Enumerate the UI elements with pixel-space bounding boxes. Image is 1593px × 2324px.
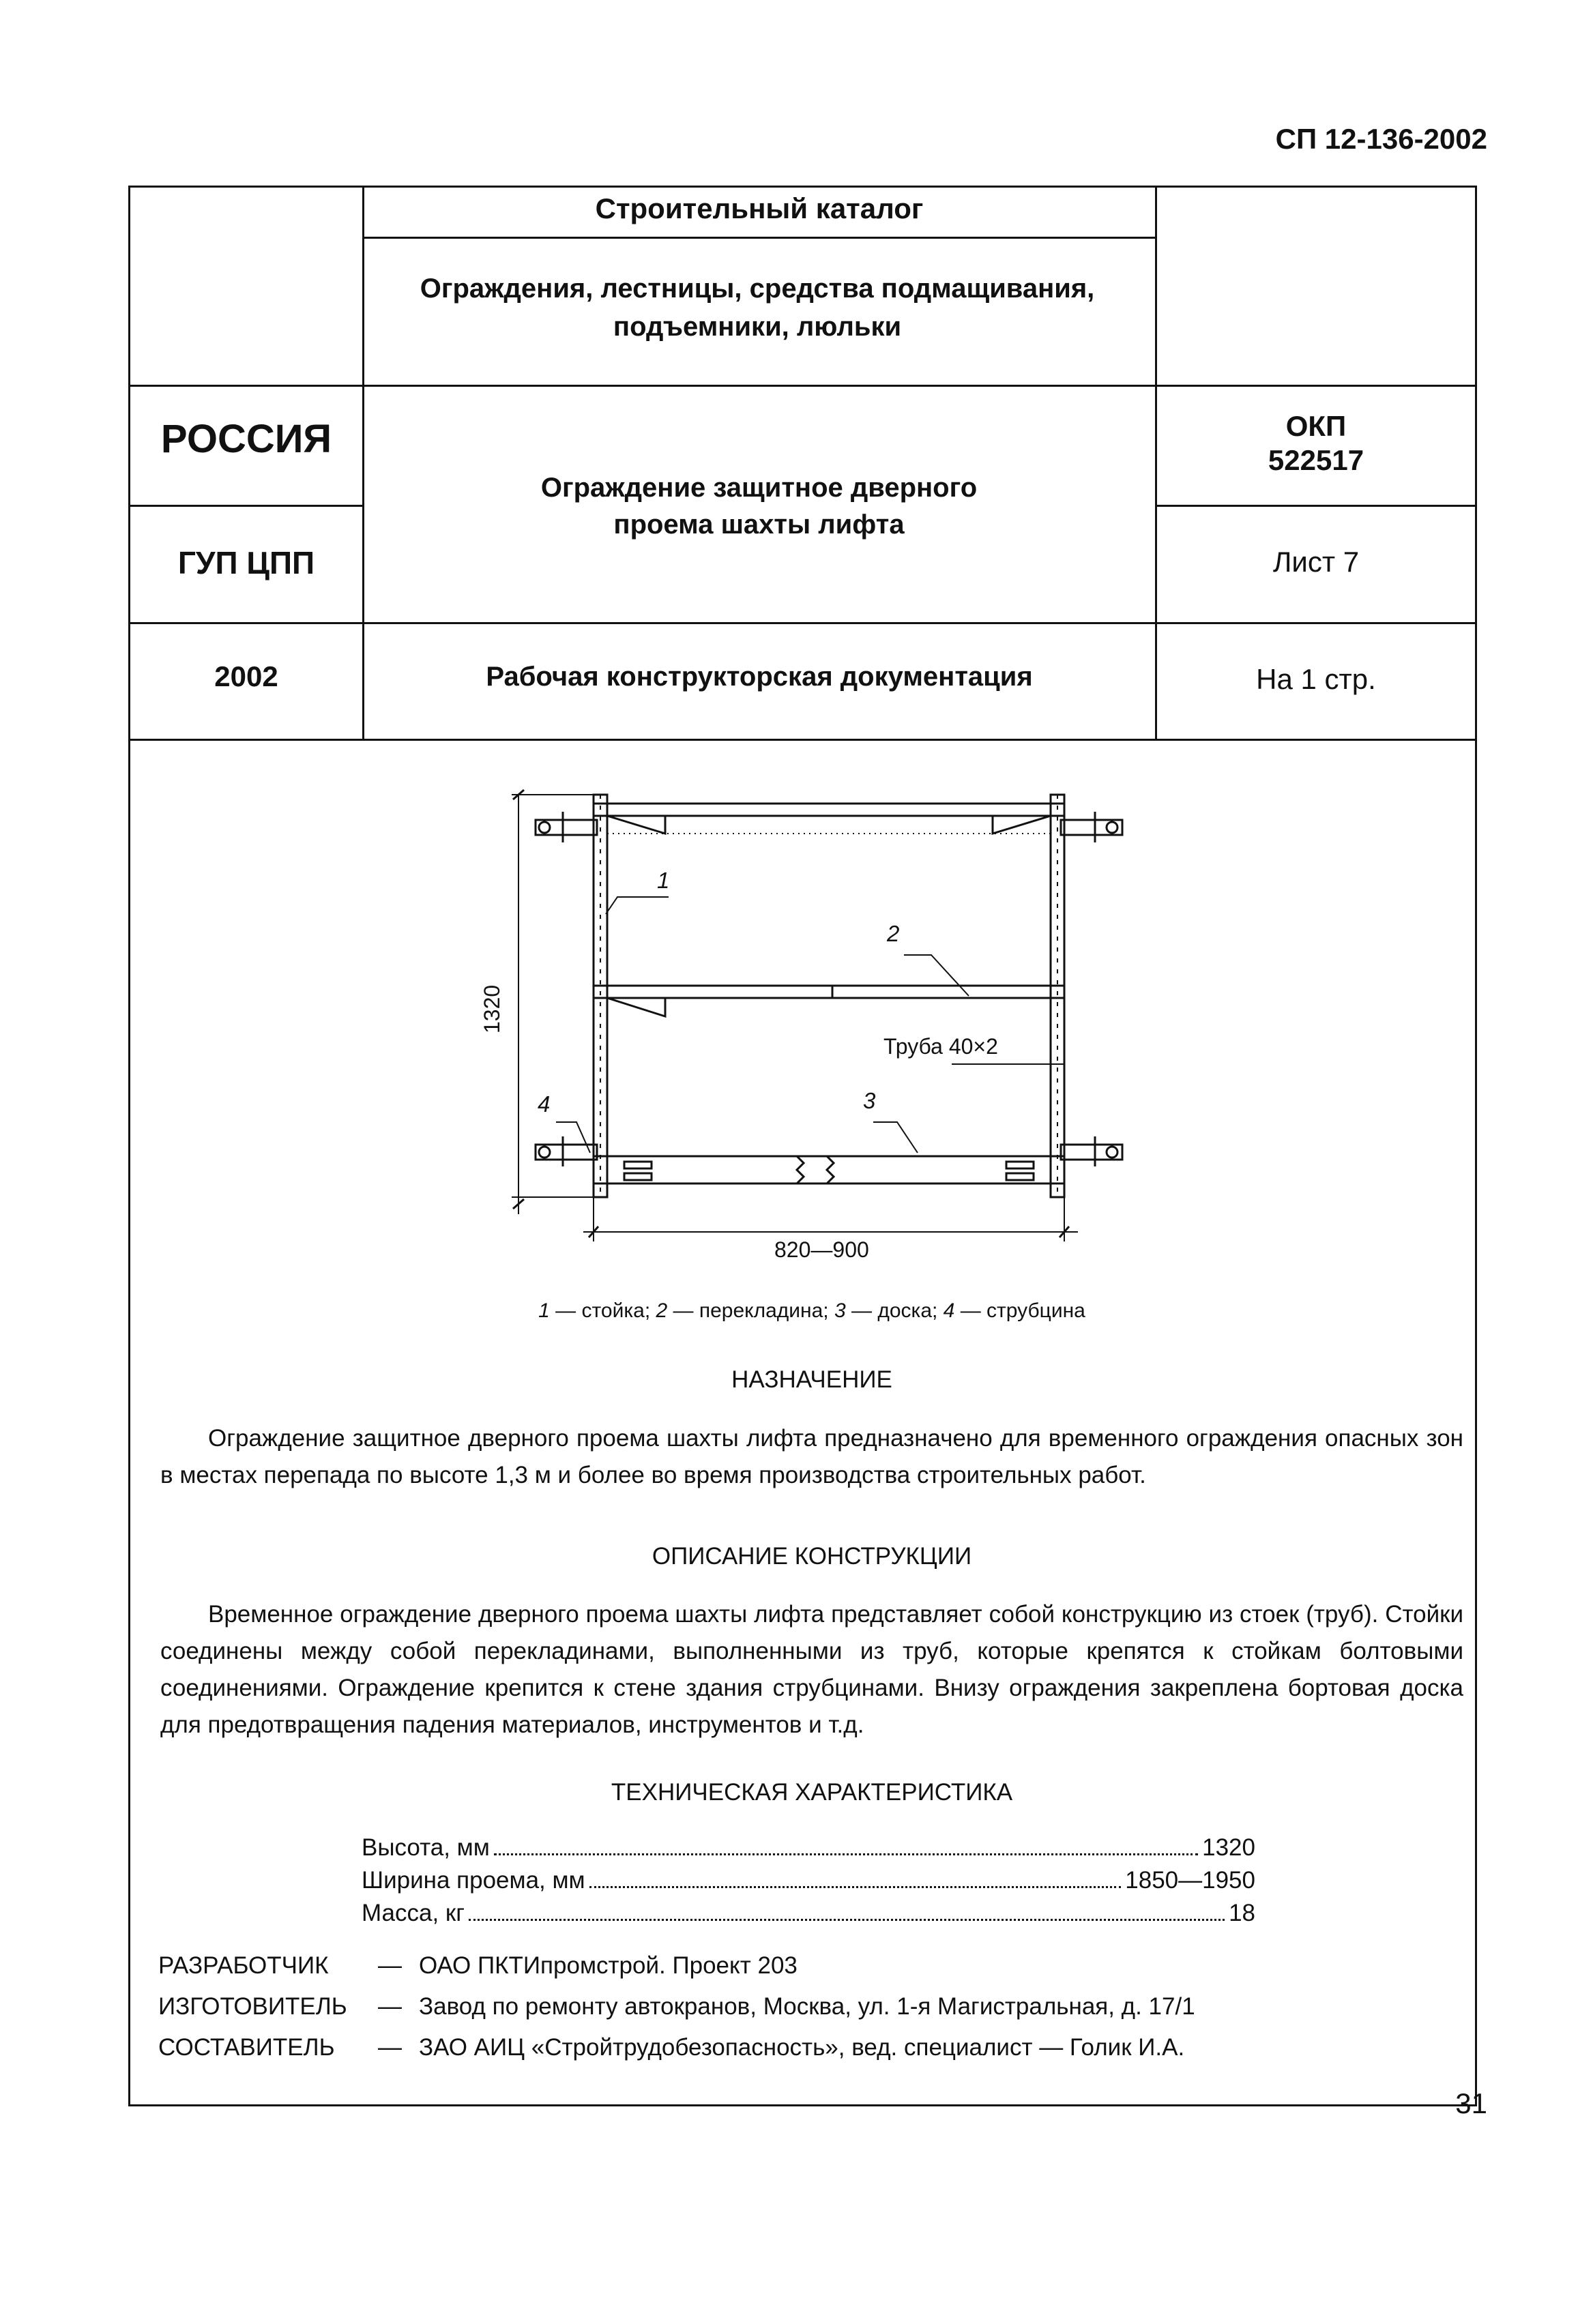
page-number: 31 — [1455, 2087, 1487, 2119]
drawing-legend: 1 — стойка; 2 — перекладина; 3 — доска; 4 — струбцина — [538, 1299, 1085, 1322]
construction-text: Временное ограждение дверного проема шахты лифта представляет собой конструкцию из стоек (труб). Стойки соединены между собой перекладинами, выполненными из труб, которые крепятся к стойкам болтовыми соединениями. Ограждение крепится к стене здания струбцинами. Внизу ограждения закреплена бортовая доска для предотвращения падения материалов, инструментов и т.д. — [160, 1601, 1463, 1738]
country-label: РОССИЯ — [160, 417, 332, 461]
doc-type: Рабочая конструкторская документация — [486, 662, 1033, 692]
construction-heading: ОПИСАНИЕ КОНСТРУКЦИИ — [652, 1543, 972, 1570]
catalog-section: Ограждения, лестницы, средства подмащивания, подъемники, люльки — [420, 274, 1095, 342]
purpose-text: Ограждение защитное дверного проема шахты лифта предназначено для временного ограждения опасных зон в местах перепада по высоте 1,3 м и более во время производства строительных работ. — [160, 1425, 1463, 1488]
callout-1: 1 — [657, 868, 670, 893]
year-label: 2002 — [214, 660, 278, 692]
callout-2: 2 — [887, 921, 900, 946]
credit-manufacturer: ИЗГОТОВИТЕЛЬ — Завод по ремонту автокранов, Москва, ул. 1-я Магистральная, д. 17/1 — [158, 1993, 1195, 2020]
spec-row-height: Высота, мм 1320 — [362, 1834, 1255, 1861]
callout-4: 4 — [538, 1091, 551, 1117]
credit-compiler: СОСТАВИТЕЛЬ — ЗАО АИЦ «Стройтрудобезопасность», вед. специалист — Голик И.А. — [158, 2034, 1185, 2061]
credit-developer: РАЗРАБОТЧИК — ОАО ПКТИпромстрой. Проект 203 — [158, 1952, 798, 1979]
leader-4 — [556, 1122, 590, 1153]
purpose-heading: НАЗНАЧЕНИЕ — [731, 1366, 892, 1393]
catalog-title: Строительный каталог — [595, 192, 924, 224]
sheet-number: Лист 7 — [1272, 546, 1360, 578]
spec-row-mass: Масса, кг 18 — [362, 1900, 1255, 1926]
leader-2 — [904, 955, 969, 996]
leader-1 — [606, 897, 669, 914]
middle-crossbar — [594, 986, 1064, 998]
toe-board — [594, 1156, 1064, 1183]
callout-3: 3 — [863, 1088, 876, 1113]
page-count: На 1 стр. — [1256, 663, 1376, 695]
width-dimension: 820—900 — [774, 1237, 869, 1262]
pipe-label: Труба 40×2 — [883, 1034, 998, 1059]
product-name: Ограждение защитное дверного проема шахты лифта — [540, 473, 978, 540]
leader-3 — [873, 1122, 918, 1153]
specs-heading: ТЕХНИЧЕСКАЯ ХАРАКТЕРИСТИКА — [611, 1779, 1013, 1806]
top-crossbar — [594, 804, 1064, 816]
height-dimension: 1320 — [480, 984, 504, 1033]
okp-code: ОКП 522517 — [1268, 410, 1364, 476]
org-label: ГУП ЦПП — [177, 545, 315, 580]
spec-row-width: Ширина проема, мм 1850—1950 — [362, 1867, 1255, 1894]
fence-drawing — [480, 771, 1146, 1262]
document-code: СП 12-136-2002 — [1275, 123, 1487, 155]
